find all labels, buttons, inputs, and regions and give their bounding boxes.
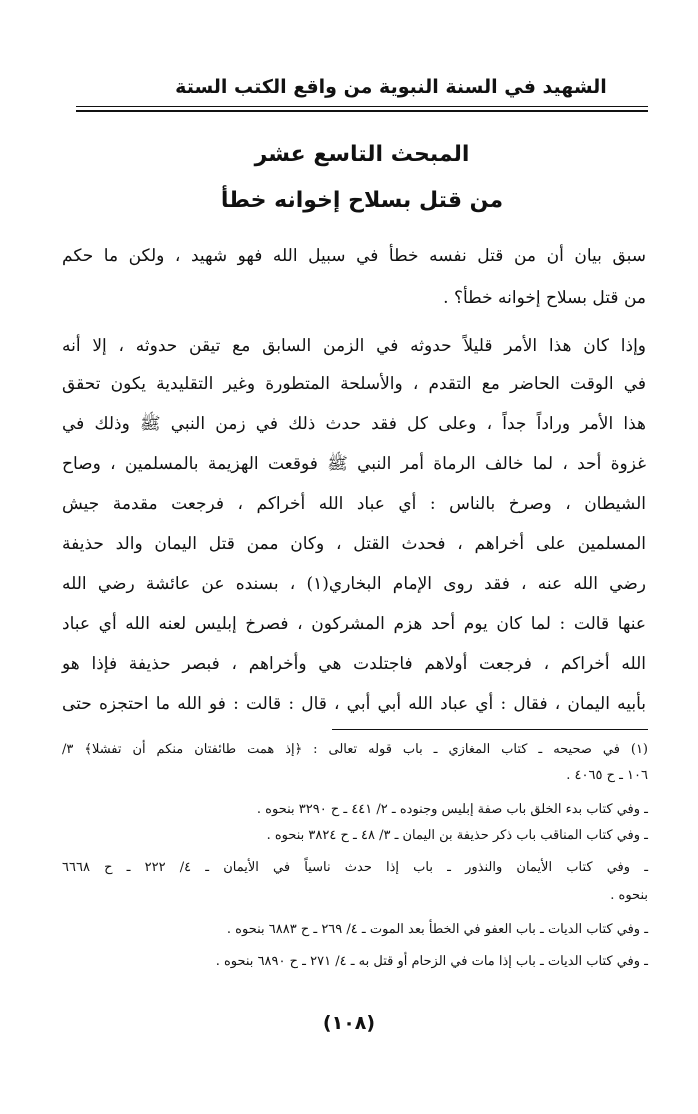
footnote-line-4: ـ وفي كتاب المناقب باب ذكر حذيفة بن اليمان ـ ٣/ ٤٨ ـ ح ٣٨٢٤ بنحوه .	[266, 828, 648, 843]
body-line-7: الشيطان ، وصرخ بالناس : أي عباد الله أخراكم ، فرجعت مقدمة جيش	[62, 494, 646, 514]
body-line-5: هذا الأمر وراداً جداً ، وعلى كل فقد حدث ذلك في زمن النبي ﷺ وذلك في	[62, 414, 646, 434]
footnote-separator	[332, 729, 648, 730]
body-line-6: غزوة أحد ، لما خالف الرماة أمر النبي ﷺ فوقعت الهزيمة بالمسلمين ، وصاح	[62, 454, 646, 474]
footnote-line-6: بنحوه .	[610, 888, 648, 903]
footnote-line-7: ـ وفي كتاب الديات ـ باب العفو في الخطأ بعد الموت ـ ٤/ ٢٦٩ ـ ح ٦٨٨٣ بنحوه .	[226, 922, 648, 937]
header-rule-thick	[76, 110, 648, 112]
body-line-10: عنها قالت : لما كان يوم أحد هزم المشركون ، فصرخ إبليس لعنه الله أي عباد	[62, 614, 646, 634]
body-line-12: بأبيه اليمان ، فقال : أي عباد الله أبي أبي ، قال : قالت : فو الله ما احتجزه حتى	[62, 694, 646, 714]
body-line-9: رضي الله عنه ، فقد روى الإمام البخاري(١) ، بسنده عن عائشة رضي الله	[62, 574, 646, 594]
body-line-8: المسلمين على أخراهم ، فحدث القتل ، وكان ممن قتل اليمان والد حذيفة	[62, 534, 646, 554]
body-line-3: وإذا كان هذا الأمر قليلاً حدوثه في الزمن السابق مع تيقن حدوثه ، إلا أنه	[62, 336, 646, 356]
footnote-line-3: ـ وفي كتاب بدء الخلق باب صفة إبليس وجنوده ـ ٢/ ٤٤١ ـ ح ٣٢٩٠ بنحوه .	[256, 802, 648, 817]
footnote-line-1: (١) في صحيحه ـ كتاب المغازي ـ باب قوله تعالى : ﴿إذ همت طائفتان منكم أن تفشلا﴾ ٣/	[62, 742, 648, 757]
running-header: الشهيد في السنة النبوية من واقع الكتب الستة	[175, 76, 607, 98]
body-line-4: في الوقت الحاضر مع التقدم ، والأسلحة المتطورة وغير التقليدية يكون تحقق	[62, 374, 646, 394]
header-rule-thin	[76, 106, 648, 107]
body-line-11: الله أخراكم ، فرجعت أولاهم فاجتلدت هي وأخراهم ، فبصر حذيفة فإذا هو	[62, 654, 646, 674]
page-number: (١٠٨)	[322, 1012, 376, 1034]
footnote-line-8: ـ وفي كتاب الديات ـ باب إذا مات في الزحام أو قتل به ـ ٤/ ٢٧١ ـ ح ٦٨٩٠ بنحوه .	[215, 954, 648, 969]
chapter-subtitle: من قتل بسلاح إخوانه خطأ	[220, 188, 504, 213]
footnote-line-2: ١٠٦ ـ ح ٤٠٦٥ .	[566, 768, 648, 783]
footnote-line-5: ـ وفي كتاب الأيمان والنذور ـ باب إذا حدث ناسياً في الأيمان ـ ٤/ ٢٢٢ ـ ح ٦٦٦٨	[62, 860, 648, 875]
chapter-title: المبحث التاسع عشر	[254, 142, 470, 167]
body-line-2: من قتل بسلاح إخوانه خطأ؟ .	[443, 288, 646, 308]
body-line-1: سبق بيان أن من قتل نفسه خطأ في سبيل الله فهو شهيد ، ولكن ما حكم	[62, 246, 646, 266]
